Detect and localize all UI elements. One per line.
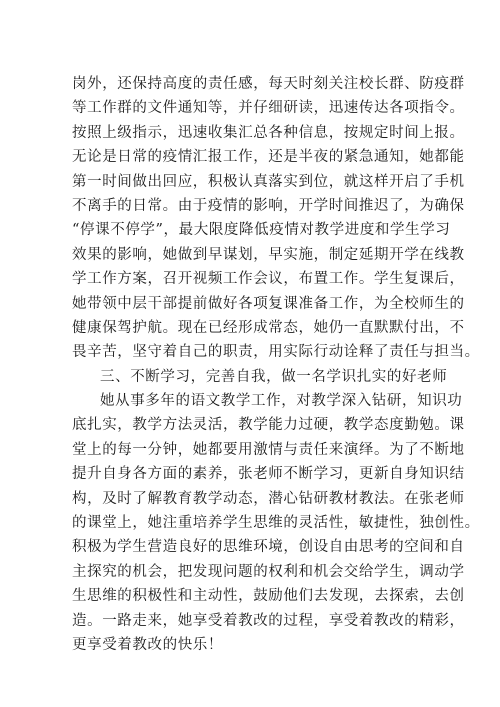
text-line: 主探究的机会，把发现问题的权利和机会交给学生，调动学 bbox=[72, 563, 465, 580]
text-line: 生思维的积极性和主动性，鼓励他们去发现，去探索，去创 bbox=[72, 588, 465, 605]
text-line: 第一时间做出回应，积极认真落实到位，就这样开启了手机 bbox=[72, 173, 465, 190]
text-line: 造。一路走来，她享受着教改的过程，享受着教改的精彩， bbox=[72, 612, 465, 629]
text-line: 堂上的每一分钟，她都要用激情与责任来演绎。为了不断地 bbox=[72, 441, 465, 458]
text-line: 不离手的日常。由于疫情的影响，开学时间推迟了，为确保 bbox=[72, 197, 465, 214]
text-line: 更享受着教改的快乐！ bbox=[72, 636, 223, 653]
paragraph-continuation bbox=[72, 72, 480, 365]
paragraph-body bbox=[72, 389, 480, 657]
text-line: 她从事多年的语文教学工作，对教学深入钻研，知识功 bbox=[100, 393, 463, 410]
text-line: 的课堂上，她注重培养学生思维的灵活性，敏捷性，独创性。 bbox=[72, 515, 480, 532]
text-line: 效果的影响，她做到早谋划，早实施，制定延期开学在线教 bbox=[72, 246, 465, 263]
text-line: 积极为学生营造良好的思维环境，创设自由思考的空间和自 bbox=[72, 539, 465, 556]
text-line: 无论是日常的疫情汇报工作，还是半夜的紧急通知，她都能 bbox=[72, 149, 465, 166]
text-line: 按照上级指示，迅速收集汇总各种信息，按规定时间上报。 bbox=[72, 124, 465, 141]
text-line: 底扎实，教学方法灵活，教学能力过硬，教学态度勤勉。课 bbox=[72, 417, 465, 434]
section-heading bbox=[72, 365, 448, 389]
text-line: 学工作方案，召开视频工作会议，布置工作。学生复课后， bbox=[72, 271, 465, 288]
text-line: 她带领中层干部提前做好各项复课准备工作，为全校师生的 bbox=[72, 295, 465, 312]
text-line: 畏辛苦，坚守着自己的职责，用实际行动诠释了责任与担当。 bbox=[72, 344, 480, 361]
text-line: 等工作群的文件通知等，并仔细研读，迅速传达各项指令。 bbox=[72, 100, 465, 117]
heading-line: 三、不断学习，完善自我，做一名学识扎实的好老师 bbox=[100, 368, 448, 385]
text-line: 构，及时了解教育教学动态，潜心钻研教材教法。在张老师 bbox=[72, 490, 465, 507]
text-line: 提升自身各方面的素养，张老师不断学习，更新自身知识结 bbox=[72, 466, 465, 483]
document-body bbox=[72, 72, 480, 657]
text-line: 健康保驾护航。现在已经形成常态，她仍一直默默付出，不 bbox=[72, 319, 465, 336]
text-line: “停课不停学”，最大限度降低疫情对教学进度和学生学习 bbox=[72, 222, 451, 239]
text-line: 岗外，还保持高度的责任感，每天时刻关注校长群、防疫群 bbox=[72, 76, 465, 92]
